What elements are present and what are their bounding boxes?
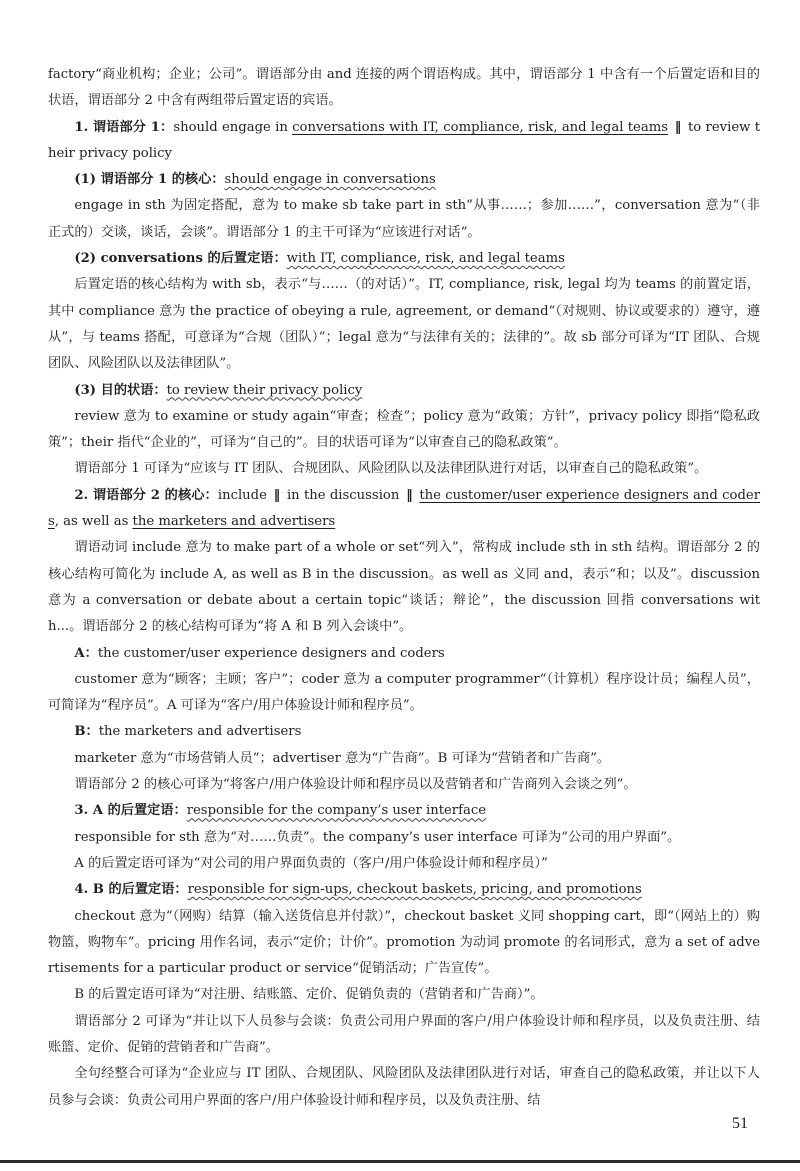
segment-divider: ‖ — [670, 119, 686, 135]
english-segment: to review their privacy policy — [166, 382, 363, 398]
section-heading-line — [48, 877, 760, 903]
heading-label: 1. 谓语部分 1： — [74, 119, 174, 135]
paragraph: B 的后置定语可译为“对注册、结账篮、定价、促销负责的（营销者和广告商）”。 — [74, 987, 544, 1003]
section-heading-line — [48, 483, 760, 536]
english-segment: should engage in conversations — [224, 172, 436, 188]
paragraph: review 意为 to examine or study again“审查；检查”；policy 意为“政策；方针”，privacy policy 即指“隐私政策”；their 指代“企业的”，可译为“自己的”。目的状语可译为“以审查自己的隐私政策”。 — [48, 408, 760, 451]
paragraph: 后置定语的核心结构为 with sb，表示“与……（的对话）”。IT, compliance, risk, legal 均为 teams 的前置定语，其中 compliance 意为 the practice of obeying a rule, agreement, or demand“（对规则、协议或要求的）遵守，遵从”，与 teams 搭配，可意译为“合规（团队）”；legal 意为“与法律有关的；法律的”。故 sb 部分可译为“IT 团队、合规团队、风险团队以及法律团队”。 — [48, 277, 760, 372]
heading-label: (2) conversations 的后置定语： — [74, 251, 287, 267]
section-heading-line — [48, 719, 760, 745]
paragraph: customer 意为“顾客；主顾；客户”；coder 意为 a computer programmer“（计算机）程序设计员；编程人员”，可简译为“程序员”。A 可译为“客户/用户体验设计师和程序员”。 — [48, 671, 760, 714]
english-segment: the marketers and advertisers — [98, 724, 302, 740]
segment-divider: ‖ — [401, 487, 418, 503]
paragraph: 谓语部分 2 的核心可译为“将客户/用户体验设计师和程序员以及营销者和广告商列入会谈之列”。 — [74, 777, 637, 793]
paragraph: 谓语动词 include 意为 to make part of a whole or set“列入”，常构成 include sth in sth 结构。谓语部分 2 的核心结构可简化为 include A, as well as B in the discussion。as well as 义同 and，表示“和；以及”。discussion 意为 a conversation or debate about a certain topic“谈话；辩论”，the discussion 回指 conversations with...。谓语部分 2 的核心结构可译为“将 A 和 B 列入会谈中”。 — [48, 540, 760, 635]
heading-label: 4. B 的后置定语： — [74, 882, 188, 898]
english-segment: , as well as — [54, 514, 133, 530]
paragraph: engage in sth 为固定搭配，意为 to make sb take part in sth“从事……；参加……”，conversation 意为“（非正式的）交谈，谈话，会谈”。谓语部分 1 的主干可译为“应该进行对话”。 — [48, 198, 760, 240]
paragraph: checkout 意为“（网购）结算（输入送货信息并付款）”，checkout basket 义同 shopping cart，即“（网站上的）购物篮，购物车”。pricing 用作名词，表示“定价；计价”。promotion 为动词 promote 的名词形式，意为 a set of advertisements for a particular product or service“促销活动；广告宣传”。 — [48, 908, 760, 977]
bottom-rule — [0, 1160, 800, 1163]
paragraph: 谓语部分 1 可译为“应该与 IT 团队、合规团队、风险团队以及法律团队进行对话，以审查自己的隐私政策”。 — [74, 461, 708, 477]
paragraph: 全句经整合可译为“企业应与 IT 团队、合规团队、风险团队及法律团队进行对话，审查自己的隐私政策，并让以下人员参与会谈：负责公司用户界面的客户/用户体验设计师和程序员，以及负责注册、结 — [48, 1066, 760, 1108]
heading-label: 3. A 的后置定语： — [74, 803, 187, 819]
section-heading-line — [48, 115, 760, 168]
paragraph: responsible for sth 意为“对……负责”。the company’s user interface 可译为“公司的用户界面”。 — [74, 829, 681, 845]
english-segment: should engage in — [173, 119, 293, 135]
heading-label: 2. 谓语部分 2 的核心： — [74, 487, 218, 503]
heading-label: B： — [74, 724, 99, 740]
heading-label: A： — [74, 645, 98, 661]
section-heading-line — [48, 798, 760, 824]
paragraph: 谓语部分 2 可译为“并让以下人员参与会谈：负责公司用户界面的客户/用户体验设计师和程序员，以及负责注册、结账篮、定价、促销的营销者和广告商”。 — [48, 1013, 760, 1055]
section-heading-line — [48, 246, 760, 272]
english-segment: the marketers and advertisers — [132, 514, 336, 530]
heading-label: (1) 谓语部分 1 的核心： — [74, 172, 225, 188]
section-heading-line — [48, 167, 760, 193]
heading-label: (3) 目的状语： — [74, 382, 167, 398]
paragraph: marketer 意为“市场营销人员”；advertiser 意为“广告商”。B 可译为“营销者和广告商”。 — [74, 750, 611, 766]
english-segment: conversations with IT, compliance, risk, and legal teams — [292, 119, 668, 135]
segment-divider: ‖ — [268, 487, 285, 503]
paragraph: factory“商业机构；企业；公司”。谓语部分由 and 连接的两个谓语构成。其中，谓语部分 1 中含有一个后置定语和目的状语，谓语部分 2 中含有两组带后置定语的宾语。 — [48, 67, 760, 109]
english-segment: the customer/user experience designers and coders — [97, 645, 445, 661]
section-heading-line — [48, 641, 760, 667]
paragraph: A 的后置定语可译为“对公司的用户界面负责的（客户/用户体验设计师和程序员）” — [74, 855, 548, 871]
english-segment: include — [217, 487, 267, 503]
page-number: 51 — [732, 1115, 748, 1132]
english-segment: responsible for the company’s user interface — [186, 803, 487, 819]
section-heading-line — [48, 378, 760, 404]
english-segment: the customer/user experience designers and coders — [48, 487, 761, 530]
english-segment: in the discussion — [286, 487, 400, 503]
english-segment: to review their privacy policy — [48, 119, 761, 161]
page-body — [48, 62, 760, 1114]
english-segment: responsible for sign-ups, checkout baskets, pricing, and promotions — [187, 882, 642, 898]
english-segment: with IT, compliance, risk, and legal teams — [286, 251, 565, 267]
